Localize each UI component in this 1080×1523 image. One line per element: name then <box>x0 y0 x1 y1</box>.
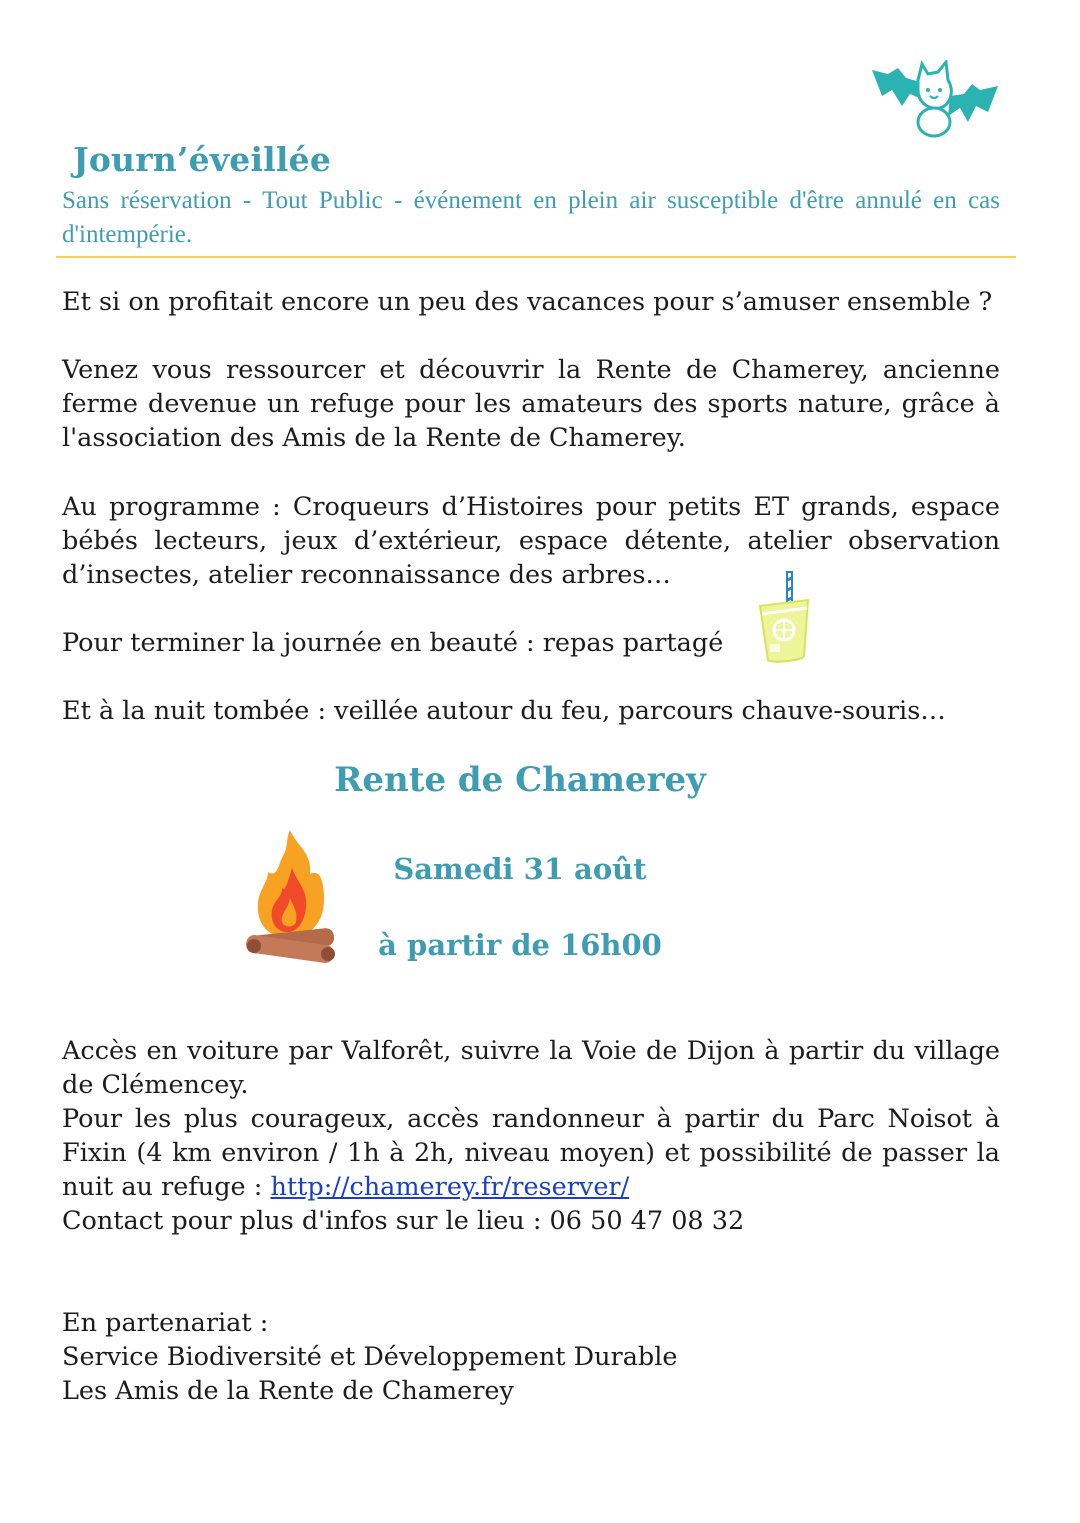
meal-text: Pour terminer la journée en beauté : repas partagé <box>62 628 724 658</box>
programme-text: Au programme : Croqueurs d’Histoires pour petits ET grands, espace bébés lecteurs, jeux d’extérieur, espace détente, atelier observation d’insectes, atelier reconnaissance des arbres… <box>62 492 1000 590</box>
event-time: à partir de 16h00 <box>378 928 662 962</box>
event-title: Journ’éveillée <box>73 140 332 179</box>
description-text: Venez vous ressourcer et découvrir la Rente de Chamerey, ancienne ferme devenue un refuge pour les amateurs des sports nature, grâce à l'association des Amis de la Rente de Chamerey. <box>62 355 1000 453</box>
night-text: Et à la nuit tombée : veillée autour du feu, parcours chauve-souris… <box>62 696 946 726</box>
partner-item: Service Biodiversité et Développement Durable <box>62 1342 678 1372</box>
access-hikers-text: Pour les plus courageux, accès randonneur à partir du Parc Noisot à Fixin (4 km environ / 1h à 2h, niveau moyen) et possibilité de passer la nuit au refuge : <box>62 1104 1000 1202</box>
partners-label: En partenariat : <box>62 1308 269 1338</box>
event-subtitle: Sans réservation - Tout Public - événement en plein air susceptible d'être annulé en cas d'intempérie. <box>62 187 1000 248</box>
event-place: Rente de Chamerey <box>334 760 706 800</box>
bat-icon <box>868 60 1002 142</box>
access-hikers <box>62 1102 1000 1204</box>
event-date: Samedi 31 août <box>393 852 647 886</box>
reservation-link[interactable]: http://chamerey.fr/reserver/ <box>270 1172 630 1202</box>
intro-text: Et si on profitait encore un peu des vacances pour s’amuser ensemble ? <box>62 287 993 317</box>
partner-item: Les Amis de la Rente de Chamerey <box>62 1376 514 1406</box>
access-car-text: Accès en voiture par Valforêt, suivre la Voie de Dijon à partir du village de Clémencey. <box>62 1036 1000 1100</box>
contact-text: Contact pour plus d'infos sur le lieu : 06 50 47 08 32 <box>62 1206 745 1236</box>
divider <box>56 256 1016 258</box>
lemonade-icon <box>750 570 820 666</box>
partners-block <box>62 1306 1000 1408</box>
